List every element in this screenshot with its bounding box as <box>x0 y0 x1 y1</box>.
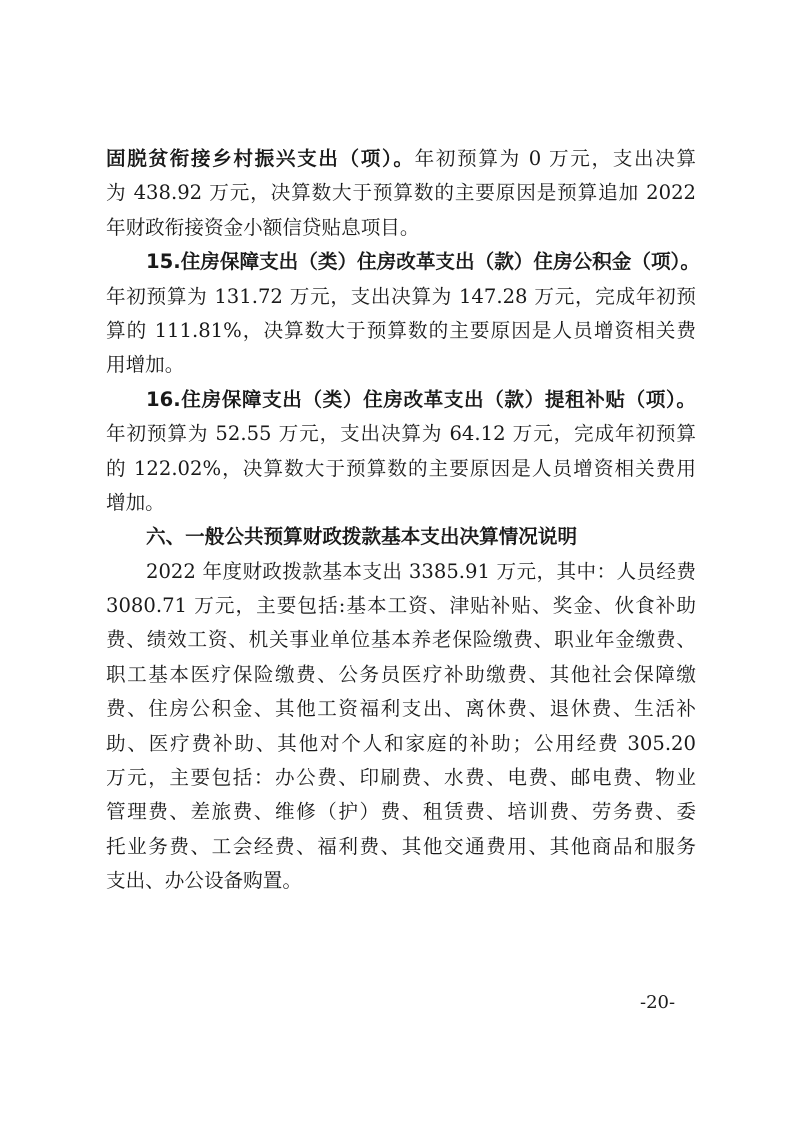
paragraph-line: 2022 年度财政拨款基本支出 3385.91 万元，其中：人员经费 <box>146 559 696 583</box>
paragraph-line: 管理费、差旅费、维修（护）费、租赁费、培训费、劳务费、委 <box>106 800 696 824</box>
paragraph-line: 3080.71 万元，主要包括:基本工资、津贴补贴、奖金、伙食补助 <box>106 594 696 618</box>
section-title: 六、一般公共预算财政拨款基本支出决算情况说明 <box>146 525 578 549</box>
item-heading: 16.住房保障支出（类）住房改革支出（款）提租补贴（项）。 <box>146 387 696 411</box>
paragraph-line: 万元，主要包括：办公费、印刷费、水费、电费、邮电费、物业 <box>106 766 696 790</box>
page-number: -20- <box>640 992 676 1013</box>
item-heading: 固脱贫衔接乡村振兴支出（项）。 <box>106 147 415 170</box>
item-heading: 15.住房保障支出（类）住房改革支出（款）住房公积金（项）。 <box>146 250 700 274</box>
paragraph-line: 托业务费、工会经费、福利费、其他交通费用、其他商品和服务 <box>106 834 696 858</box>
paragraph-line: 年财政衔接资金小额信贷贴息项目。 <box>106 215 420 239</box>
paragraph-line: 助、医疗费补助、其他对个人和家庭的补助；公用经费 305.20 <box>106 731 696 755</box>
paragraph-line: 年初预算为 52.55 万元，支出决算为 64.12 万元，完成年初预算 <box>106 422 696 446</box>
paragraph-line: 支出、办公设备购置。 <box>106 869 302 893</box>
paragraph-line: 职工基本医疗保险缴费、公务员医疗补助缴费、其他社会保障缴 <box>106 662 696 686</box>
paragraph-line: 年初预算为 131.72 万元，支出决算为 147.28 万元，完成年初预 <box>106 284 696 308</box>
paragraph-line: 用增加。 <box>106 353 185 377</box>
paragraph-text: 年初预算为 0 万元，支出决算 <box>414 147 696 170</box>
paragraph-line <box>106 142 696 176</box>
paragraph-line: 增加。 <box>106 490 165 514</box>
paragraph-line: 费、住房公积金、其他工资福利支出、离休费、退休费、生活补 <box>106 697 696 721</box>
document-body <box>106 142 700 899</box>
paragraph-line: 费、绩效工资、机关事业单位基本养老保险缴费、职业年金缴费、 <box>106 628 696 652</box>
paragraph-line: 的 122.02%，决算数大于预算数的主要原因是人员增资相关费用 <box>106 456 696 480</box>
paragraph-line: 算的 111.81%，决算数大于预算数的主要原因是人员增资相关费 <box>106 318 696 342</box>
paragraph-line: 为 438.92 万元，决算数大于预算数的主要原因是预算追加 2022 <box>106 181 696 205</box>
